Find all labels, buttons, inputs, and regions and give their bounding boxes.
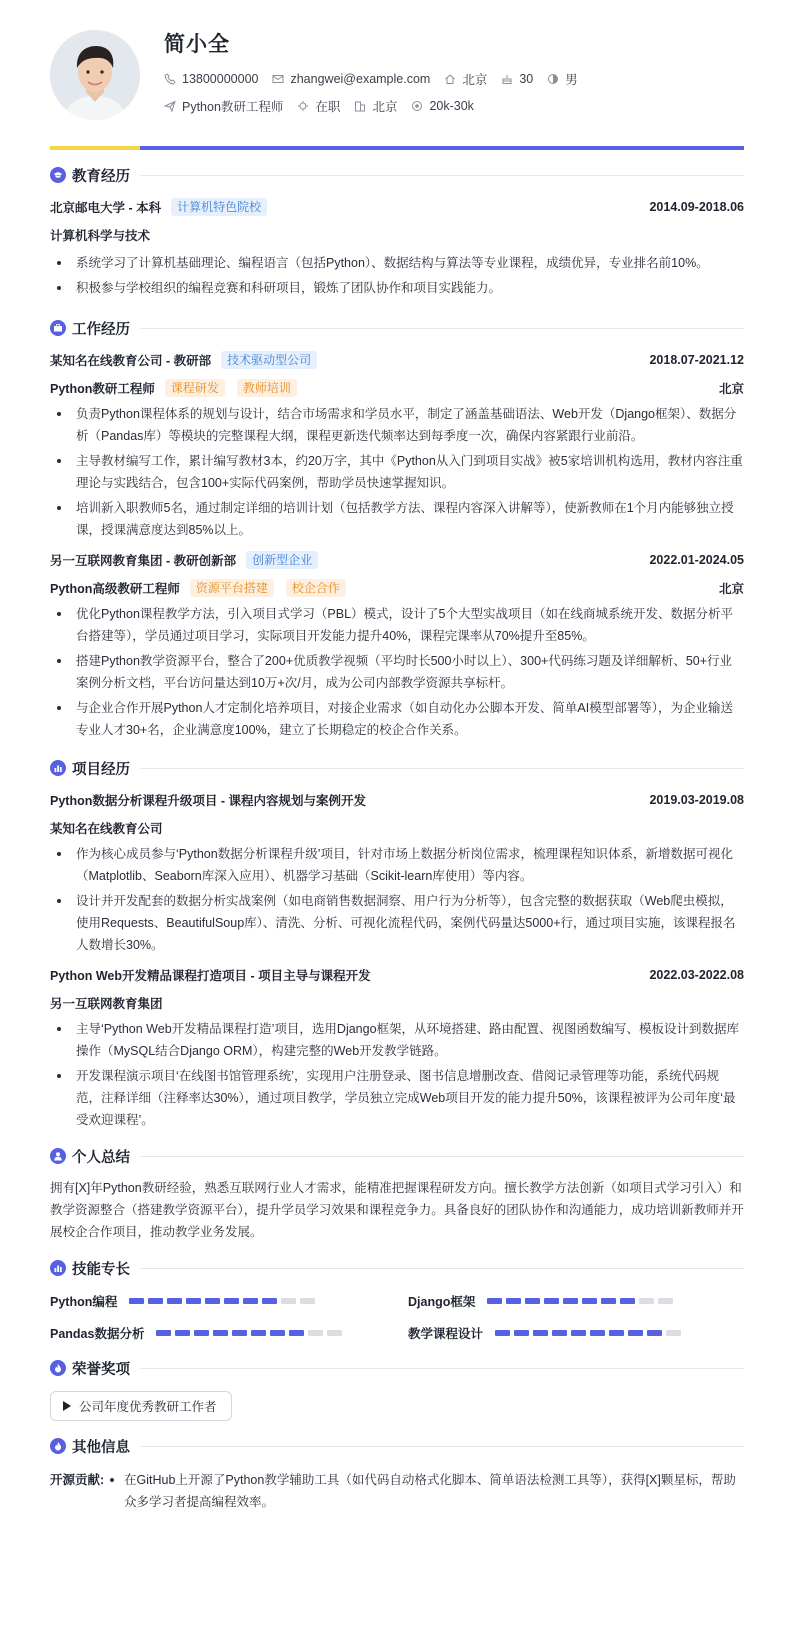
list-item: 主导教材编写工作，累计编写教材3本，约20万字，其中《Python从入门到项目实战》被5家培训机构选用，教材内容注重理论与实践结合，包含100+实际代码案例，帮助学员快速掌握知识。 — [50, 450, 744, 494]
building-icon — [354, 100, 366, 112]
contact-row — [164, 70, 592, 88]
projects-section-title: 项目经历 — [50, 755, 744, 781]
award-label: 公司年度优秀教研工作者 — [79, 1400, 217, 1414]
skills-grid — [50, 1291, 744, 1343]
city-value: 北京 — [462, 73, 488, 87]
skill-level-segment — [194, 1330, 209, 1336]
gender-info — [547, 70, 578, 88]
gender-icon — [547, 73, 559, 85]
skill-level-segment — [270, 1330, 285, 1336]
skill-level-segment — [609, 1330, 624, 1336]
role-tag: 课程研发 — [165, 379, 225, 397]
skill-level-segment — [289, 1330, 304, 1336]
skill-level-segment — [514, 1330, 529, 1336]
skill-item — [50, 1323, 386, 1343]
skill-level-segment — [563, 1298, 578, 1304]
skill-name: 教学课程设计 — [408, 1327, 484, 1341]
avatar — [50, 30, 140, 120]
header-divider — [50, 146, 744, 150]
skill-item — [408, 1323, 744, 1343]
skill-level-segment — [495, 1330, 510, 1336]
education-header — [50, 196, 744, 218]
skill-level-segment — [647, 1330, 662, 1336]
chart-icon — [50, 760, 66, 776]
skill-level-segment — [544, 1298, 559, 1304]
skill-name: Python编程 — [50, 1295, 118, 1309]
project-date: 2022.03-2022.08 — [649, 968, 744, 982]
skill-level-segment — [243, 1298, 258, 1304]
role-tag: 教师培训 — [237, 379, 297, 397]
target-city-info — [354, 97, 397, 115]
skill-level-segment — [666, 1330, 681, 1336]
list-item: 开发课程演示项目‘在线图书馆管理系统’，实现用户注册登录、图书信息增删改查、借阅记录管理等功能，系统代码规范，注释详细（注释率达30%），通过项目教学，学员独立完成Web项目开发的能力提升50%，该课程被评为公司年度‘最受欢迎课程’。 — [50, 1065, 744, 1131]
skill-level-segment — [590, 1330, 605, 1336]
skill-level-segment — [281, 1298, 296, 1304]
skill-level-segment — [628, 1330, 643, 1336]
job-date: 2018.07-2021.12 — [649, 353, 744, 367]
skill-level-segment — [639, 1298, 654, 1304]
job-date: 2022.01-2024.05 — [649, 553, 744, 567]
other-text: 在GitHub上开源了Python教学辅助工具（如代码自动格式化脚本、简单语法检测工具等），获得[X]颗星标，帮助众多学习者提高编程效率。 — [106, 1469, 744, 1513]
skill-level-segment — [552, 1330, 567, 1336]
status-value: 在职 — [315, 100, 341, 114]
role-tag: 校企合作 — [286, 579, 346, 597]
email-info — [272, 72, 430, 86]
school-name: 北京邮电大学 - 本科 — [50, 201, 162, 215]
education-section-title: 教育经历 — [50, 162, 744, 188]
school-tag: 计算机特色院校 — [171, 198, 267, 216]
major-row — [50, 224, 744, 246]
skill-level-segment — [620, 1298, 635, 1304]
project-org: 另一互联网教育集团 — [50, 997, 163, 1011]
age-value: 30 — [519, 72, 534, 86]
company-tag: 创新型企业 — [246, 551, 318, 569]
skill-level-bar — [156, 1330, 346, 1336]
list-item: 系统学习了计算机基础理论、编程语言（包括Python）、数据结构与算法等专业课程，成绩优异，专业排名前10%。 — [50, 252, 744, 274]
skill-level-segment — [167, 1298, 182, 1304]
skill-level-segment — [601, 1298, 616, 1304]
flame-icon — [50, 1360, 66, 1376]
skill-level-segment — [148, 1298, 163, 1304]
role-tag: 资源平台搭建 — [190, 579, 274, 597]
skill-level-segment — [506, 1298, 521, 1304]
cake-icon — [501, 73, 513, 85]
awards-section-title: 荣誉奖项 — [50, 1355, 744, 1381]
send-icon — [164, 100, 176, 112]
project-name: Python数据分析课程升级项目 - 课程内容规划与案例开发 — [50, 794, 366, 808]
salary-value: 20k-30k — [429, 99, 474, 113]
city-info — [444, 70, 487, 88]
target-icon — [411, 100, 423, 112]
skill-level-segment — [533, 1330, 548, 1336]
other-section-title: 其他信息 — [50, 1433, 744, 1459]
user-icon — [50, 1148, 66, 1164]
project-entry — [50, 964, 744, 1131]
phone-info — [164, 72, 258, 86]
skill-level-segment — [582, 1298, 597, 1304]
summary-section-title: 个人总结 — [50, 1143, 744, 1169]
list-item: 作为核心成员参与‘Python数据分析课程升级’项目，针对市场上数据分析岗位需求，梳理课程知识体系，新增数据可视化（Matplotlib、Seaborn库深入应用）、机器学习基础（Scikit-learn库使用）等内容。 — [50, 843, 744, 887]
role-name: Python高级教研工程师 — [50, 582, 180, 596]
target-city-value: 北京 — [372, 100, 398, 114]
skill-level-segment — [300, 1298, 315, 1304]
project-date: 2019.03-2019.08 — [649, 793, 744, 807]
education-bullets — [50, 252, 744, 299]
phone-icon — [164, 73, 176, 85]
company-name: 另一互联网教育集团 - 教研创新部 — [50, 554, 237, 568]
skill-level-segment — [186, 1298, 201, 1304]
project-org: 某知名在线教育公司 — [50, 822, 163, 836]
candidate-name: 简小全 — [164, 33, 230, 56]
skills-section-title: 技能专长 — [50, 1255, 744, 1281]
job-location: 北京 — [718, 582, 744, 596]
list-item: 积极参与学校组织的编程竞赛和科研项目，锻炼了团队协作和项目实践能力。 — [50, 277, 744, 299]
job-location: 北京 — [718, 382, 744, 396]
skill-level-segment — [213, 1330, 228, 1336]
role-name: Python教研工程师 — [50, 382, 155, 396]
email-value: zhangwei@example.com — [290, 72, 431, 86]
skill-level-segment — [308, 1330, 323, 1336]
status-info — [297, 97, 340, 115]
list-item: 搭建Python教学资源平台，整合了200+优质教学视频（平均时长500小时以上）、300+代码练习题及详细解析、50+行业案例分析文档，平台访问量达到10万+次/月，成为公司内部教学资源共享标杆。 — [50, 650, 744, 694]
salary-info — [411, 99, 473, 113]
play-icon — [63, 1401, 71, 1411]
skill-level-segment — [129, 1298, 144, 1304]
list-item: 负责Python课程体系的规划与设计，结合市场需求和学员水平，制定了涵盖基础语法、Web开发（Django框架）、数据分析（Pandas库）等模块的完整课程大纲，课程更新迭代频率达到每季度一次，确保内容紧跟行业前沿。 — [50, 403, 744, 447]
skill-level-segment — [327, 1330, 342, 1336]
skill-level-segment — [525, 1298, 540, 1304]
skill-level-segment — [175, 1330, 190, 1336]
chart-icon — [50, 1260, 66, 1276]
home-icon — [444, 73, 456, 85]
other-info — [50, 1469, 744, 1513]
summary-text: 拥有[X]年Python教研经验，熟悉互联网行业人才需求，能精准把握课程研发方向。擅长教学方法创新（如项目式学习引入）和教学资源整合（搭建教学资源平台），提升学员学习效果和课程竞争力。具备良好的团队协作和沟通能力，成功培训新教师并开展校企合作项目，推动教学业务发展。 — [50, 1181, 744, 1239]
skill-item — [50, 1291, 386, 1311]
skill-level-segment — [571, 1330, 586, 1336]
flame-icon — [50, 1438, 66, 1454]
graduation-cap-icon — [50, 167, 66, 183]
award-chip — [50, 1391, 232, 1421]
skill-level-bar — [129, 1298, 319, 1304]
skill-level-segment — [156, 1330, 171, 1336]
skill-level-bar — [487, 1298, 677, 1304]
skill-level-segment — [262, 1298, 277, 1304]
age-info — [501, 72, 533, 86]
skill-level-segment — [205, 1298, 220, 1304]
project-entry — [50, 789, 744, 956]
status-icon — [297, 100, 309, 112]
skill-level-bar — [495, 1330, 685, 1336]
job-value: Python教研工程师 — [182, 100, 284, 114]
skill-item — [408, 1291, 744, 1311]
skill-level-segment — [251, 1330, 266, 1336]
work-section-title: 工作经历 — [50, 315, 744, 341]
education-date: 2014.09-2018.06 — [649, 200, 744, 214]
list-item: 优化Python课程教学方法，引入项目式学习（PBL）模式，设计了5个大型实战项目（如在线商城系统开发、数据分析平台搭建等），学员通过项目学习，实际项目开发能力提升40%，课程完课率从70%提升至85%。 — [50, 603, 744, 647]
job-info — [164, 97, 283, 115]
skill-level-segment — [232, 1330, 247, 1336]
company-tag: 技术驱动型公司 — [221, 351, 317, 369]
list-item: 主导‘Python Web开发精品课程打造’项目，选用Django框架，从环境搭建、路由配置、视图函数编写、模板设计到数据库操作（MySQL结合Django ORM），构建完整的Web开发教学链路。 — [50, 1018, 744, 1062]
job-row — [164, 97, 488, 115]
skill-level-segment — [224, 1298, 239, 1304]
job-entry — [50, 549, 744, 741]
skill-level-segment — [487, 1298, 502, 1304]
list-item: 培训新入职教师5名，通过制定详细的培训计划（包括教学方法、课程内容深入讲解等），使新教师在1个月内能够独立授课，授课满意度达到85%以上。 — [50, 497, 744, 541]
list-item: 与企业合作开展Python人才定制化培养项目，对接企业需求（如自动化办公脚本开发、简单AI模型部署等），为企业输送专业人才30+名，企业满意度100%，建立了长期稳定的校企合作关系。 — [50, 697, 744, 741]
other-label: 开源贡献: — [50, 1473, 105, 1487]
mail-icon — [272, 73, 284, 85]
briefcase-icon — [50, 320, 66, 336]
major: 计算机科学与技术 — [50, 229, 151, 243]
job-entry — [50, 349, 744, 541]
list-item: 设计并开发配套的数据分析实战案例（如电商销售数据洞察、用户行为分析等），包含完整的数据获取（Web爬虫模拟，使用Requests、BeautifulSoup库）、清洗、分析、可视化流程代码，案例代码量达5000+行，通过项目实施，该课程报名人数增长30%。 — [50, 890, 744, 956]
skill-name: Pandas数据分析 — [50, 1327, 145, 1341]
skill-level-segment — [658, 1298, 673, 1304]
company-name: 某知名在线教育公司 - 教研部 — [50, 354, 212, 368]
project-name: Python Web开发精品课程打造项目 - 项目主导与课程开发 — [50, 969, 371, 983]
resume-header — [50, 0, 744, 150]
skill-name: Django框架 — [408, 1295, 476, 1309]
phone-value: 13800000000 — [182, 72, 259, 86]
gender-value: 男 — [565, 73, 578, 87]
